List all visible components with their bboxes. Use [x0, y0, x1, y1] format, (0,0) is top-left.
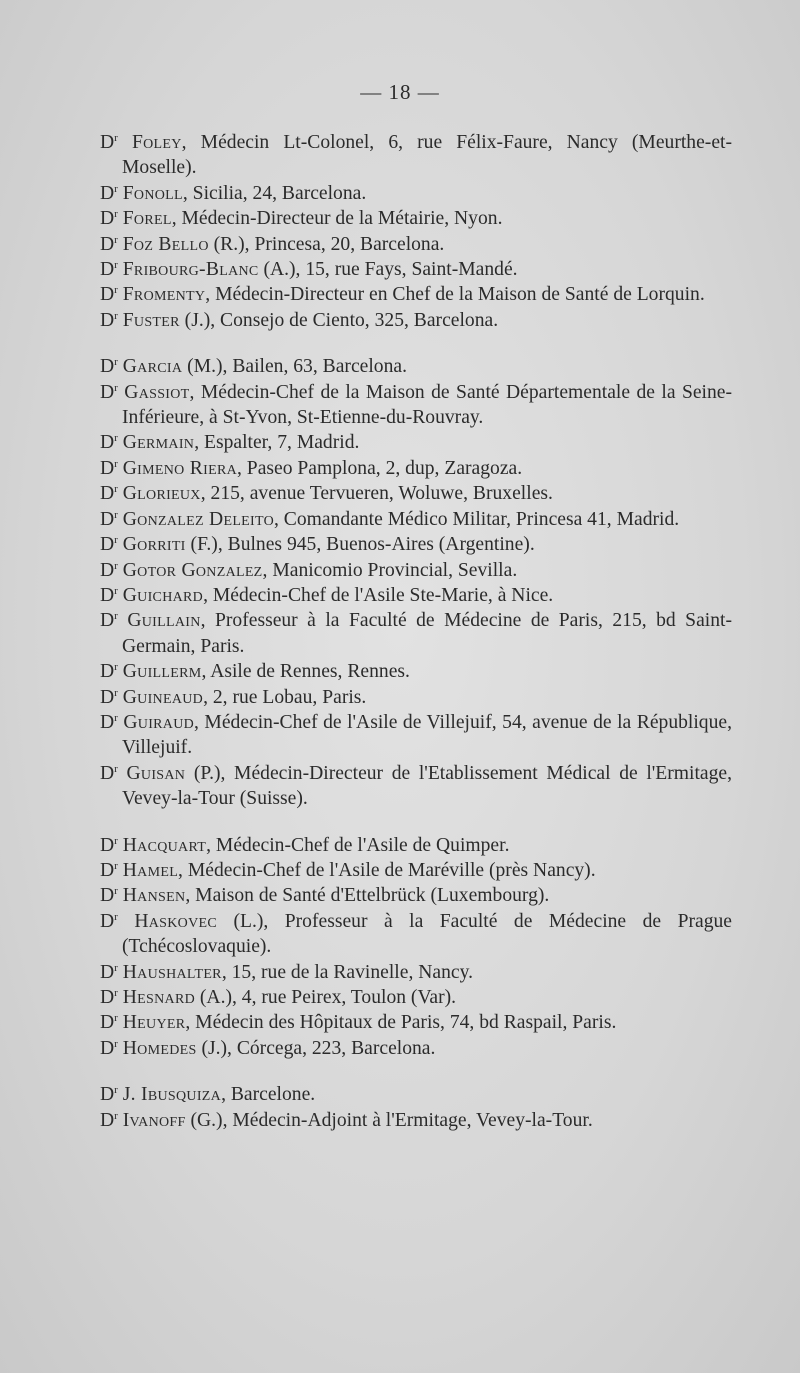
- title-prefix: $D^r$: [100, 381, 118, 403]
- directory-entry: [100, 883, 732, 908]
- entry-name: Forel: [122, 208, 172, 230]
- title-prefix: $D^r$: [100, 711, 118, 733]
- title-prefix: $D^r$: [100, 762, 118, 784]
- entry-details: , Médecin-Chef de l'Asile de Maréville (près Nancy).: [178, 859, 596, 881]
- directory-entry: [100, 710, 732, 761]
- title-prefix: $D^r$: [100, 259, 118, 281]
- entry-details: , Maison de Santé d'Ettelbrück (Luxembourg).: [185, 885, 550, 907]
- entry-name: Guichard: [122, 584, 204, 606]
- entry-name: Guineaud: [122, 686, 204, 708]
- title-prefix: $D^r$: [100, 987, 118, 1008]
- entry-details: (A.), 15, rue Fays, Saint-Mandé.: [258, 259, 518, 281]
- entry-name: Guisan: [126, 762, 186, 784]
- directory-entry: [100, 380, 732, 431]
- entry-name: Haskovec: [134, 910, 217, 932]
- group-gap: [100, 333, 732, 354]
- directory-entry: [100, 481, 732, 506]
- title-prefix: $D^r$: [100, 686, 118, 708]
- directory-entry: [100, 685, 732, 710]
- entry-name: Gotor Gonzalez: [122, 559, 263, 581]
- directory-entry: [100, 282, 732, 307]
- directory-entry: [100, 181, 732, 206]
- group-gap: [100, 812, 732, 833]
- directory-entry: [100, 858, 732, 883]
- directory-entry: [100, 960, 732, 985]
- directory-entry: [100, 1108, 732, 1133]
- entry-details: (M.), Bailen, 63, Barcelona.: [182, 356, 407, 378]
- entry-details: , Sicilia, 24, Barcelona.: [182, 182, 367, 204]
- entry-details: (F.), Bulnes 945, Buenos-Aires (Argentine).: [185, 534, 535, 556]
- page-number: — 18 —: [360, 80, 440, 104]
- title-prefix: $D^r$: [100, 208, 118, 230]
- entry-name: Gimeno Riera: [122, 457, 237, 479]
- title-prefix: $D^r$: [100, 834, 118, 856]
- entry-details: , 215, avenue Tervueren, Woluwe, Bruxelles.: [200, 483, 553, 505]
- entry-name: Fribourg-Blanc: [122, 259, 259, 281]
- directory-entry: [100, 456, 732, 481]
- title-prefix: $D^r$: [100, 356, 118, 378]
- entry-details: , Manicomio Provincial, Sevilla.: [262, 559, 518, 581]
- directory-entry: [100, 1036, 732, 1061]
- entry-details: (A.), 4, rue Peirex, Toulon (Var).: [195, 987, 457, 1008]
- title-prefix: $D^r$: [100, 610, 118, 632]
- entry-name: Homedes: [122, 1037, 197, 1059]
- title-prefix: $D^r$: [100, 910, 118, 932]
- entry-name: Ivanoff: [122, 1109, 186, 1131]
- entry-details: , 15, rue de la Ravinelle, Nancy.: [221, 961, 474, 983]
- entry-details: , Médecin des Hôpitaux de Paris, 74, bd Raspail, Paris.: [185, 1012, 617, 1034]
- directory-entry: [100, 308, 732, 333]
- title-prefix: $D^r$: [100, 508, 118, 530]
- directory-entry: [100, 206, 732, 231]
- entry-name: Fromenty: [122, 284, 206, 306]
- title-prefix: $D^r$: [100, 559, 118, 581]
- entry-name: Fonoll: [122, 182, 183, 204]
- entry-details: , Médecin Lt-Colonel, 6, rue Félix-Faure, Nancy (Meurthe-et-Moselle).: [122, 132, 732, 179]
- entry-name: Germain: [122, 432, 195, 454]
- entry-details: , Médecin-Directeur en Chef de la Maison de Santé de Lorquin.: [205, 284, 705, 306]
- title-prefix: $D^r$: [100, 1012, 118, 1034]
- entry-details: , Paseo Pamplona, 2, dup, Zaragoza.: [237, 457, 523, 479]
- entry-details: , 2, rue Lobau, Paris.: [203, 686, 367, 708]
- entry-name: Hesnard: [122, 987, 195, 1008]
- directory-list: [100, 130, 732, 1133]
- entry-details: , Médecin-Chef de la Maison de Santé Départementale de la Seine-Inférieure, à St-Yvon, St-Etienne-du-Rouvray.: [122, 381, 732, 429]
- title-prefix: $D^r$: [100, 309, 118, 331]
- title-prefix: $D^r$: [100, 534, 118, 556]
- title-prefix: $D^r$: [100, 1109, 118, 1131]
- entry-name: Guiraud: [123, 711, 195, 733]
- entry-details: , Médecin-Chef de l'Asile de Quimper.: [206, 834, 510, 856]
- directory-entry: [100, 583, 732, 608]
- directory-entry: [100, 608, 732, 659]
- title-prefix: $D^r$: [100, 432, 118, 454]
- entry-name: Gonzalez Deleito: [122, 508, 274, 530]
- entry-name: Guillerm: [122, 661, 202, 683]
- group-gap: [100, 1061, 732, 1082]
- directory-entry: [100, 232, 732, 257]
- entry-name: Haushalter: [122, 961, 222, 983]
- directory-entry: [100, 130, 732, 181]
- directory-entry: [100, 532, 732, 557]
- entry-name: Fuster: [122, 309, 180, 331]
- entry-name: Foley: [131, 132, 182, 153]
- title-prefix: $D^r$: [100, 961, 118, 983]
- directory-entry: [100, 833, 732, 858]
- directory-entry: [100, 558, 732, 583]
- title-prefix: $D^r$: [100, 483, 118, 505]
- entry-details: , Médecin-Chef de l'Asile Ste-Marie, à Nice.: [203, 584, 554, 606]
- entry-details: , Espalter, 7, Madrid.: [194, 432, 360, 454]
- directory-entry: [100, 1082, 732, 1107]
- directory-entry: [100, 507, 732, 532]
- entry-name: Gassiot: [124, 381, 190, 403]
- entry-name: Hansen: [122, 885, 186, 907]
- directory-entry: [100, 257, 732, 282]
- entry-details: (R.), Princesa, 20, Barcelona.: [208, 233, 445, 255]
- entry-name: Hamel: [122, 859, 179, 881]
- entry-name: Garcia: [122, 356, 183, 378]
- title-prefix: $D^r$: [100, 584, 118, 606]
- title-prefix: $D^r$: [100, 182, 118, 204]
- entry-name: Hacquart: [122, 834, 207, 856]
- directory-entry: [100, 761, 732, 812]
- entry-details: , Médecin-Chef de l'Asile de Villejuif, 54, avenue de la République, Villejuif.: [122, 711, 732, 759]
- title-prefix: $D^r$: [100, 1037, 118, 1059]
- directory-entry: [100, 1010, 732, 1035]
- title-prefix: $D^r$: [100, 233, 118, 255]
- entry-details: (L.), Professeur à la Faculté de Médecine de Prague (Tchécoslovaquie).: [122, 910, 732, 958]
- entry-details: , Comandante Médico Militar, Princesa 41, Madrid.: [274, 508, 680, 530]
- title-prefix: $D^r$: [100, 284, 118, 306]
- entry-details: (P.), Médecin-Directeur de l'Etablissement Médical de l'Ermitage, Vevey-la-Tour (Suisse).: [122, 762, 732, 810]
- title-prefix: $D^r$: [100, 1084, 118, 1106]
- entry-details: , Barcelone.: [221, 1084, 316, 1106]
- entry-name: Glorieux: [122, 483, 201, 505]
- entry-details: , Asile de Rennes, Rennes.: [201, 661, 410, 683]
- directory-entry: [100, 909, 732, 960]
- entry-details: (J.), Consejo de Ciento, 325, Barcelona.: [179, 309, 499, 331]
- entry-name: Heuyer: [122, 1012, 186, 1034]
- directory-entry: [100, 354, 732, 379]
- entry-details: (G.), Médecin-Adjoint à l'Ermitage, Vevey-la-Tour.: [185, 1109, 593, 1131]
- title-prefix: $D^r$: [100, 457, 118, 479]
- directory-entry: [100, 430, 732, 455]
- entry-details: (J.), Córcega, 223, Barcelona.: [196, 1037, 436, 1059]
- title-prefix: $D^r$: [100, 132, 118, 153]
- directory-entry: [100, 659, 732, 684]
- entry-name: Gorriti: [122, 534, 186, 556]
- entry-name: Guillain: [127, 610, 201, 632]
- title-prefix: $D^r$: [100, 885, 118, 907]
- entry-name: Foz Bello: [122, 233, 209, 255]
- directory-entry: [100, 985, 732, 1010]
- entry-name: J. Ibusquiza: [122, 1084, 222, 1106]
- title-prefix: $D^r$: [100, 859, 118, 881]
- entry-details: , Médecin-Directeur de la Métairie, Nyon.: [171, 208, 503, 230]
- title-prefix: $D^r$: [100, 661, 118, 683]
- entry-details: , Professeur à la Faculté de Médecine de Paris, 215, bd Saint-Germain, Paris.: [122, 610, 732, 657]
